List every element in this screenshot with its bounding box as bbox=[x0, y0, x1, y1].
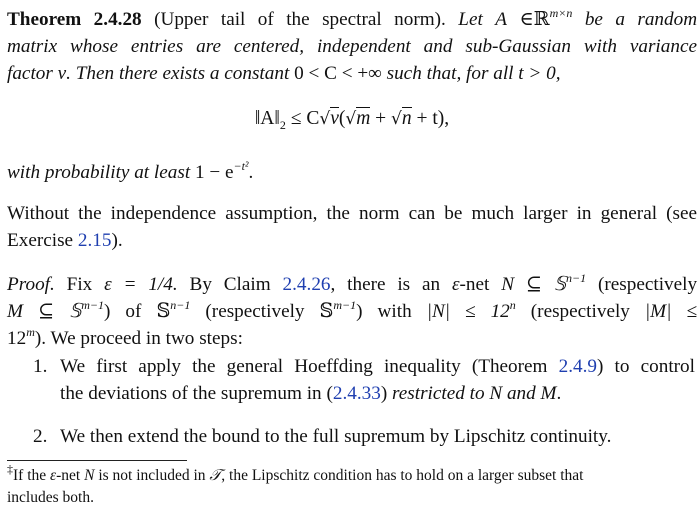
theorem-name: (Upper tail of the spectral norm). bbox=[154, 9, 446, 30]
remark-line-2: Exercise 2.15). bbox=[7, 230, 123, 251]
proof-line-3: 12$^m$). We proceed in two steps: bbox=[7, 324, 243, 349]
theorem-ref-link[interactable]: 2.4.9 bbox=[558, 356, 598, 377]
remark-line-1: Without the independence assumption, the norm can be much larger in general (see bbox=[7, 203, 697, 224]
step-number: 1. bbox=[33, 356, 48, 377]
theorem-label: Theorem 2.4.28 bbox=[7, 9, 142, 30]
sqrt-m: √m bbox=[345, 108, 371, 129]
footnote: ‡If the ε-net N is not included in 𝒯, the Lipschitz condition has to hold on a larger subset that includes both. bbox=[7, 461, 584, 506]
theorem-probability-line: with probability at least $1 - e^{-t^2}$. bbox=[7, 158, 254, 183]
proof-line-2: M ⊆ 𝕊$^{m-1}$) of 𝕊$^{n-1}$ (respectively 𝕊$^{m-1}$) with $|N| \le 12^n$ (respectively |M| ≤ bbox=[7, 297, 697, 322]
theorem-line-1: Theorem 2.4.28 (Upper tail of the spectral norm). Let A ∈ℝ$^{m\times n}$ be a random bbox=[7, 5, 698, 30]
sqrt-n: √n bbox=[391, 108, 412, 129]
exercise-ref-link[interactable]: 2.15 bbox=[77, 230, 112, 251]
list-item: 2. We then extend the bound to the full supremum by Lipschitz continuity. bbox=[7, 423, 697, 450]
list-item: 1. We first apply the general Hoeffding inequality (Theorem 2.4.9) to control the deviations of the supremum in (2.4.33) restricted to N and M. bbox=[7, 353, 697, 407]
theorem-line-3: factor ν. Then there exists a constant 0 < C < +∞ such that, for all t > 0, bbox=[7, 63, 561, 84]
footnote-rule bbox=[7, 460, 187, 461]
page bbox=[7, 5, 698, 506]
proof-line-1: Proof. Fix ε = 1/4. By Claim 2.4.26, there is an ε-net N ⊆ 𝕊$^{n-1}$ (respectively bbox=[7, 270, 698, 295]
equation-ref-link[interactable]: 2.4.33 bbox=[332, 383, 381, 404]
theorem-line-2: matrix whose entries are centered, independent and sub-Gaussian with variance bbox=[7, 36, 697, 57]
step-number: 2. bbox=[33, 426, 48, 447]
display-equation: $‖A‖_2 \le C√\nu(√m + √n + t)$, bbox=[7, 105, 697, 139]
footnote-mark: ‡ bbox=[7, 461, 13, 476]
sqrt-nu: √ν bbox=[319, 108, 339, 129]
proof-label: Proof. bbox=[7, 274, 55, 295]
claim-ref-link[interactable]: 2.4.26 bbox=[282, 274, 331, 295]
